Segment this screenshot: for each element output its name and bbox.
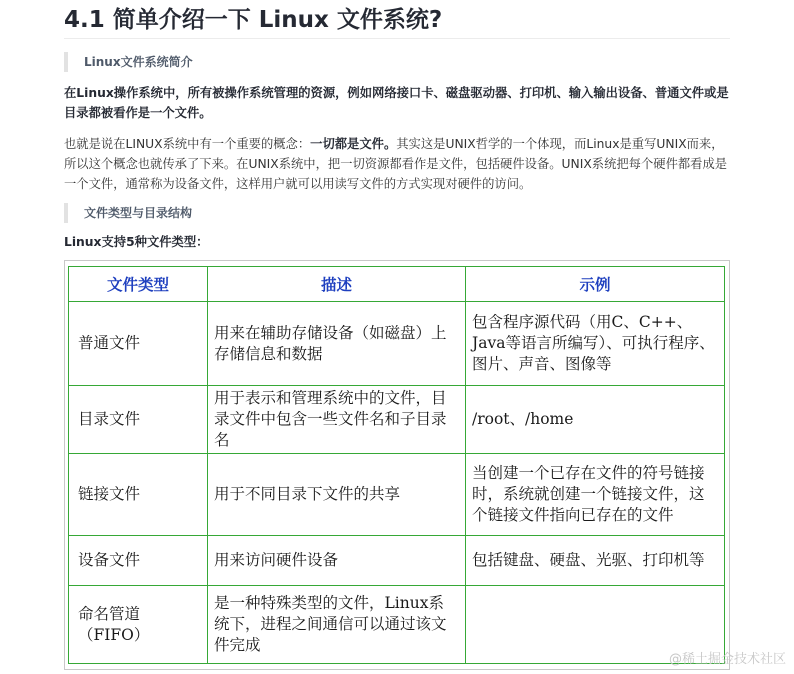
cell-type: 目录文件	[69, 386, 208, 454]
file-types-subhead: Linux支持5种文件类型：	[64, 235, 209, 249]
header-file-type: 文件类型	[69, 267, 208, 302]
cell-example: 当创建一个已存在文件的符号链接时，系统就创建一个链接文件，这个链接文件指向已存在的文件	[466, 454, 725, 536]
section-heading-file-types: 文件类型与目录结构	[64, 203, 724, 223]
para-text-before: 也就是说在LINUX系统中有一个重要的概念：	[64, 137, 311, 151]
table-header-row	[69, 267, 725, 302]
cell-type: 设备文件	[69, 536, 208, 586]
section-heading-intro: Linux文件系统简介	[64, 52, 724, 72]
cell-type: 链接文件	[69, 454, 208, 536]
title-divider	[64, 38, 730, 39]
header-description: 描述	[208, 267, 466, 302]
header-example: 示例	[466, 267, 725, 302]
table-row	[69, 536, 725, 586]
cell-example: /root、/home	[466, 386, 725, 454]
watermark: @稀土掘金技术社区	[668, 652, 786, 667]
cell-example: 包括键盘、硬盘、光驱、打印机等	[466, 536, 725, 586]
table-row	[69, 586, 725, 664]
article-title: 4.1 简单介绍一下 Linux 文件系统?	[64, 7, 443, 33]
file-types-table	[68, 266, 725, 664]
para-emphasis: 一切都是文件。	[310, 137, 397, 151]
table-row	[69, 454, 725, 536]
cell-desc: 是一种特殊类型的文件，Linux系统下，进程之间通信可以通过该文件完成	[208, 586, 466, 664]
cell-desc: 用于不同目录下文件的共享	[208, 454, 466, 536]
table-row	[69, 386, 725, 454]
cell-type: 命名管道（FIFO）	[69, 586, 208, 664]
cell-type: 普通文件	[69, 302, 208, 386]
cell-example: 包含程序源代码（用C、C++、Java等语言所编写）、可执行程序、图片、声音、图像等	[466, 302, 725, 386]
para-text-after: 其实这是UNIX哲学的一个体现，而Linux是重写UNIX而来，所以这个概念也就传承了下来。在UNIX系统中，把一切资源都看作是文件，包括硬件设备。UNIX系统把每个硬件都看成是一个文件，通常称为设备文件，这样用户就可以用读写文件的方式实现对硬件的访问。	[64, 137, 728, 191]
everything-is-file-paragraph	[64, 134, 730, 194]
table-row	[69, 302, 725, 386]
cell-desc: 用来访问硬件设备	[208, 536, 466, 586]
cell-desc: 用于表示和管理系统中的文件，目录文件中包含一些文件名和子目录名	[208, 386, 466, 454]
cell-desc: 用来在辅助存储设备（如磁盘）上存储信息和数据	[208, 302, 466, 386]
intro-bold-paragraph: 在Linux操作系统中，所有被操作系统管理的资源，例如网络接口卡、磁盘驱动器、打印机、输入输出设备、普通文件或是目录都被看作是一个文件。	[64, 86, 729, 120]
